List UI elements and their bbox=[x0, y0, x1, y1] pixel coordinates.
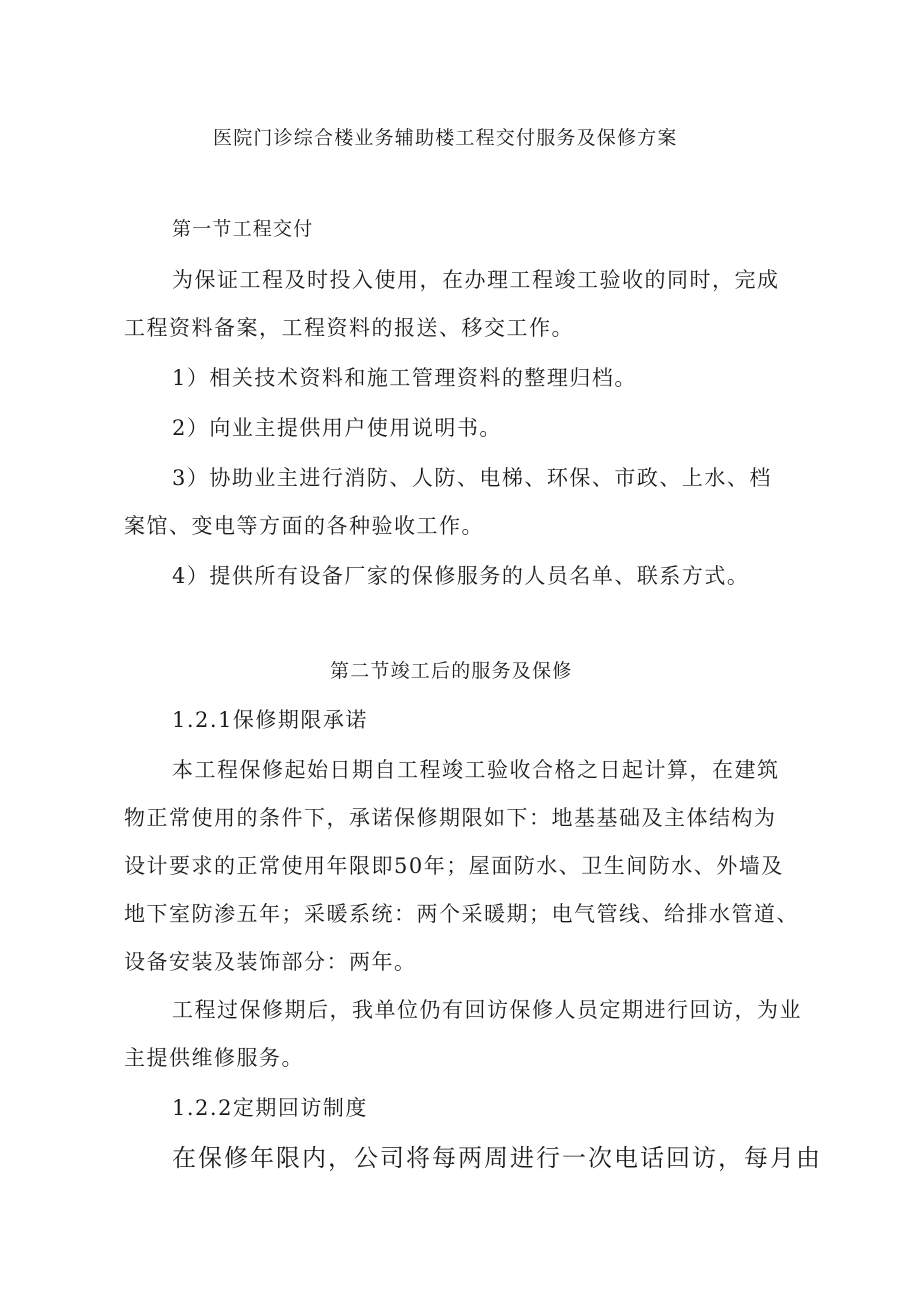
section-1-intro-line-1: 为保证工程及时投入使用，在办理工程竣工验收的同时，完成 bbox=[172, 268, 780, 292]
section-1-item-2: 2）向业主提供用户使用说明书。 bbox=[172, 416, 502, 440]
section-1-heading: 第一节工程交付 bbox=[172, 218, 314, 240]
section-1-item-3-line-2: 案馆、变电等方面的各种验收工作。 bbox=[124, 514, 484, 538]
section-1-item-3-line-1: 3）协助业主进行消防、人防、电梯、环保、市政、上水、档 bbox=[172, 466, 772, 490]
subsection-1-2-1-para-1-line-3: 设计要求的正常使用年限即50年；屋面防水、卫生间防水、外墙及 bbox=[124, 854, 784, 878]
subsection-1-2-1-para-1-line-4: 地下室防渗五年；采暖系统：两个采暖期；电气管线、给排水管道、 bbox=[124, 902, 799, 926]
section-1-item-1: 1）相关技术资料和施工管理资料的整理归档。 bbox=[172, 366, 637, 390]
subsection-1-2-2-heading: 1.2.2定期回访制度 bbox=[172, 1096, 368, 1120]
subsection-1-2-1-para-2-line-2: 主提供维修服务。 bbox=[124, 1046, 304, 1070]
subsection-1-2-1-para-1-line-2: 物正常使用的条件下，承诺保修期限如下：地基基础及主体结构为 bbox=[124, 806, 777, 830]
subsection-1-2-1-heading: 1.2.1保修期限承诺 bbox=[172, 708, 368, 732]
subsection-1-2-1-para-1-line-5: 设备安装及装饰部分：两年。 bbox=[124, 950, 417, 974]
section-1-intro-line-2: 工程资料备案，工程资料的报送、移交工作。 bbox=[124, 316, 574, 340]
subsection-1-2-2-para-1-line-1: 在保修年限内，公司将每两周进行一次电话回访，每月由 bbox=[172, 1144, 822, 1172]
document-title: 医院门诊综合楼业务辅助楼工程交付服务及保修方案 bbox=[213, 127, 678, 149]
section-1-item-4: 4）提供所有设备厂家的保修服务的人员名单、联系方式。 bbox=[172, 564, 750, 588]
section-2-heading: 第二节竣工后的服务及保修 bbox=[330, 660, 573, 682]
subsection-1-2-1-para-1-line-1: 本工程保修起始日期自工程竣工验收合格之日起计算，在建筑 bbox=[172, 758, 780, 782]
subsection-1-2-1-para-2-line-1: 工程过保修期后，我单位仍有回访保修人员定期进行回访，为业 bbox=[172, 998, 802, 1022]
